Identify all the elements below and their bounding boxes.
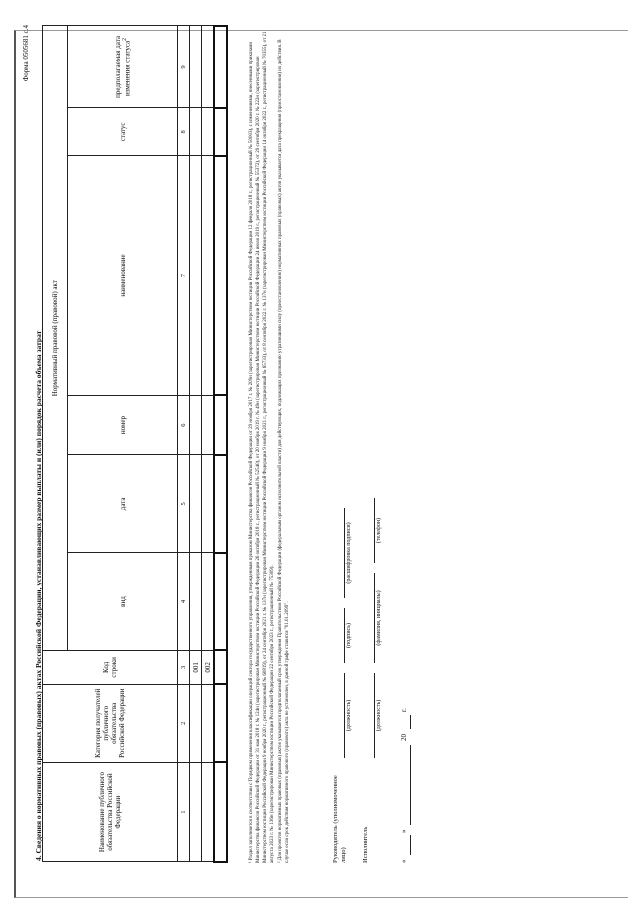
cell-act-status[interactable]: [190, 108, 202, 156]
cell-act-number[interactable]: [202, 395, 215, 455]
cell-recipient-category[interactable]: [190, 684, 202, 762]
date-day-line[interactable]: [398, 835, 411, 855]
column-number: 3: [178, 650, 190, 684]
head-signature-row: [332, 263, 362, 863]
executor-signature-row: [362, 263, 392, 863]
header-obligation-name: Наименование публичного обязательства Российской Федерации: [43, 762, 178, 862]
head-position-line[interactable]: [332, 673, 345, 758]
header-act-type: вид: [68, 553, 178, 651]
date-month-line[interactable]: [398, 745, 411, 825]
head-signature-caption: (подпись): [346, 623, 352, 648]
cell-act-type[interactable]: [202, 553, 215, 651]
cell-act-date[interactable]: [190, 455, 202, 553]
head-decode-line[interactable]: [332, 508, 345, 598]
date-year-suffix: г.: [400, 708, 408, 712]
header-row-code: Код строки: [43, 650, 178, 684]
table-row: [202, 26, 215, 862]
executor-name-line[interactable]: [362, 573, 375, 663]
column-number: 2: [178, 684, 190, 762]
cell-status-change-date[interactable]: [202, 26, 215, 108]
column-number: 7: [178, 156, 190, 395]
cell-recipient-category[interactable]: [214, 684, 227, 762]
head-position-caption: (должность): [346, 699, 352, 732]
date-quote-open: «: [400, 859, 408, 863]
column-number: 5: [178, 455, 190, 553]
date-year-prefix: 20: [400, 734, 408, 741]
cell-act-title[interactable]: [214, 156, 227, 395]
footnote-ref-2: 2: [121, 37, 128, 41]
header-status-change-date-text: предполагаемая дата изменения статуса: [113, 36, 132, 98]
cell-row-code: 002: [202, 650, 215, 684]
header-act-number: номер: [68, 395, 178, 455]
cell-act-title[interactable]: [202, 156, 215, 395]
cell-recipient-category[interactable]: [202, 684, 215, 762]
column-number: 1: [178, 762, 190, 862]
cell-obligation-name[interactable]: [190, 762, 202, 862]
cell-act-title[interactable]: [190, 156, 202, 395]
head-label: Руководитель (уполномоченное лицо): [332, 775, 347, 863]
table-row: [190, 26, 202, 862]
cell-act-status[interactable]: [214, 108, 227, 156]
normative-acts-table: [42, 25, 228, 863]
head-decode-caption: (расшифровка подписи): [346, 522, 352, 584]
column-numbers-row: [178, 26, 190, 862]
cell-act-number[interactable]: [214, 395, 227, 455]
cell-row-code: 001: [190, 650, 202, 684]
cell-act-status[interactable]: [202, 108, 215, 156]
column-number: 6: [178, 395, 190, 455]
cell-act-number[interactable]: [190, 395, 202, 455]
cell-act-type[interactable]: [190, 553, 202, 651]
cell-act-date[interactable]: [214, 455, 227, 553]
rotated-page-content: [20, 25, 610, 875]
cell-status-change-date[interactable]: [214, 26, 227, 108]
column-number: 8: [178, 108, 190, 156]
footnote-1: ¹ Раздел заполняется в соответствии с Порядком применения классификации операций сектора государственного управления, утвержденным приказом Министерства финансов Российской Федерации от 29 ноября 2017 г. № 209н (зарегистрирован Министерством юстиции Российской Федерации 12 февраля 2018 г., регистрационный № 50003), с изменениями, внесенными приказами Министерства финансов Российской Федерации от 31 мая 2018 г. № 124н (зарегистрирован Министерством юстиции Российской Федерации 26 октября 2018 г., регистрационный № 52540), от 20 ноября 2019 г. № 49н (зарегистрирован Министерством юстиции Российской Федерации 24 июля 2019 г., регистрационный № 55372), от 29 сентября 2020 г. № 222н (зарегистрирован Министерством юстиции Российской Федерации 9 ноября 2020 г., регистрационный № 60819), от 24 сентября 2021 г. № 137н (зарегистрирован Министерством юстиции Российской Федерации 9 ноября 2021 г., регистрационный № 65733), от 8 сентября 2022 г. № 137н (зарегистрирован Министерством юстиции Российской Федерации 14 октября 2022 г., регистрационный № 70355), от 21 августа 2023 г. № 136н (зарегистрирован Министерством юстиции Российской Федерации 22 сентября 2023 г., регистрационный № 75309).: [249, 31, 275, 863]
header-act-title: наименование: [68, 156, 178, 395]
cell-act-date[interactable]: [202, 455, 215, 553]
cell-status-change-date[interactable]: [190, 26, 202, 108]
executor-phone-line[interactable]: [362, 498, 375, 563]
cell-obligation-name[interactable]: [202, 762, 215, 862]
footnote-2: ² Для проектов нормативных правовых (правовых) актов указывается предполагаемый срок утверждения Правительством Российской Федерации (федеральным органом исполнительной власти) для действующих, подлежащих признанию утратившими силу (приостановлению) нормативных правовых (правовых) актов указывается дата прекращения (приостановления) их действия. В случае если срок действия нормативного правового (правового) акта не установлен, в данной графе ставится "01.01.2099".: [278, 39, 290, 863]
cell-obligation-name[interactable]: [214, 762, 227, 862]
header-normative-act-group: Нормативный правовой (правовой) акт: [43, 26, 68, 650]
footnotes: [248, 25, 292, 863]
header-recipient-category: Категория получателей публичного обязательства Российской Федерации: [43, 684, 178, 762]
header-act-status: статус: [68, 108, 178, 156]
column-number: 9: [178, 26, 190, 108]
header-act-date: дата: [68, 455, 178, 553]
form-code: Форма 0505681 с.4: [22, 25, 30, 82]
column-number: 4: [178, 553, 190, 651]
executor-label: Исполнитель: [362, 826, 369, 863]
header-status-change-date: [68, 26, 178, 108]
cell-act-type[interactable]: [214, 553, 227, 651]
cell-row-code[interactable]: [214, 650, 227, 684]
table-row: [214, 26, 227, 862]
executor-position-caption: (должность): [376, 699, 382, 732]
executor-name-caption: (фамилия, инициалы): [376, 590, 382, 646]
signature-block: [332, 263, 414, 863]
date-row: [398, 263, 414, 863]
date-quote-close: »: [400, 829, 408, 833]
executor-phone-caption: (телефон): [376, 517, 382, 544]
section-heading: 4. Сведения о нормативных правовых (правовых) актах Российской Федерации, устанавливающих размер выплаты и (или) порядок расчета объема затрат: [34, 330, 43, 861]
date-year-line[interactable]: [398, 715, 411, 729]
head-signature-line[interactable]: [332, 608, 345, 663]
executor-position-line[interactable]: [362, 673, 375, 758]
